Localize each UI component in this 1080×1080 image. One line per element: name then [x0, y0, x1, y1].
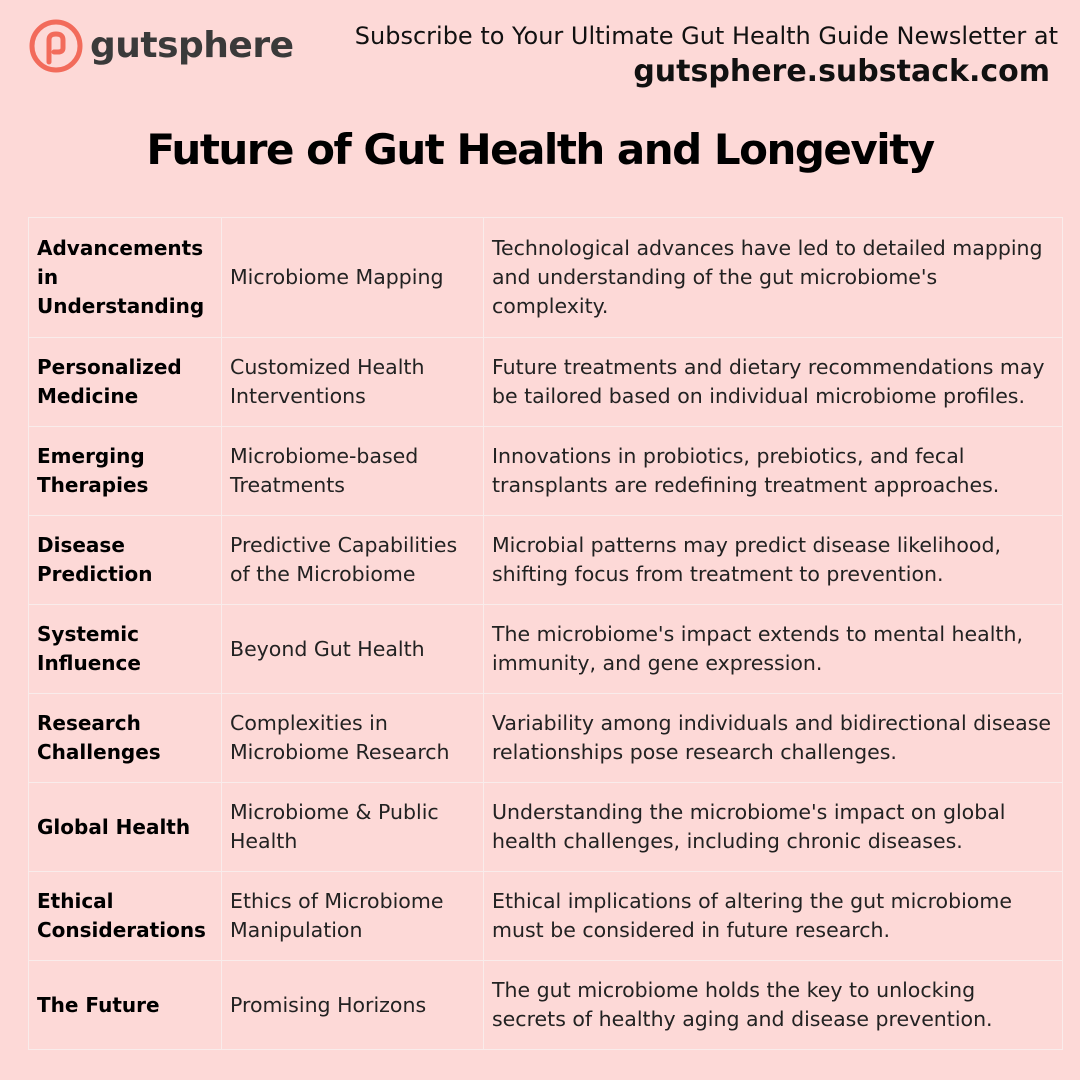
row-category: Systemic Influence	[29, 605, 222, 694]
table-row	[29, 338, 1063, 427]
row-category: Personalized Medicine	[29, 338, 222, 427]
row-description: Microbial patterns may predict disease likelihood, shifting focus from treatment to prevention.	[484, 516, 1063, 605]
row-category: Research Challenges	[29, 694, 222, 783]
row-category: Emerging Therapies	[29, 427, 222, 516]
table-row	[29, 694, 1063, 783]
row-description: Ethical implications of altering the gut microbiome must be considered in future research.	[484, 872, 1063, 961]
row-category: Global Health	[29, 783, 222, 872]
table-row	[29, 516, 1063, 605]
row-topic: Beyond Gut Health	[222, 605, 484, 694]
row-category: The Future	[29, 961, 222, 1050]
brand-logo	[28, 18, 294, 74]
subscribe-text: Subscribe to Your Ultimate Gut Health Guide Newsletter at	[354, 22, 1058, 50]
table-row	[29, 605, 1063, 694]
row-topic: Microbiome & Public Health	[222, 783, 484, 872]
row-category: Ethical Considerations	[29, 872, 222, 961]
table-row	[29, 427, 1063, 516]
table-row	[29, 872, 1063, 961]
row-topic: Microbiome-based Treatments	[222, 427, 484, 516]
table-row	[29, 961, 1063, 1050]
row-description: Innovations in probiotics, prebiotics, and fecal transplants are redefining treatment approaches.	[484, 427, 1063, 516]
row-description: Understanding the microbiome's impact on global health challenges, including chronic diseases.	[484, 783, 1063, 872]
subscribe-banner	[355, 18, 1058, 90]
row-topic: Complexities in Microbiome Research	[222, 694, 484, 783]
gutsphere-logo-icon	[28, 18, 84, 74]
row-description: Variability among individuals and bidirectional disease relationships pose research challenges.	[484, 694, 1063, 783]
row-description: Future treatments and dietary recommendations may be tailored based on individual microbiome profiles.	[484, 338, 1063, 427]
row-description: The microbiome's impact extends to mental health, immunity, and gene expression.	[484, 605, 1063, 694]
row-category: Advancements in Understanding	[29, 218, 222, 338]
brand-name: gutsphere	[90, 25, 294, 66]
newsletter-link[interactable]: gutsphere.substack.com	[633, 54, 1050, 89]
row-category: Disease Prediction	[29, 516, 222, 605]
table-row	[29, 783, 1063, 872]
row-topic: Predictive Capabilities of the Microbiome	[222, 516, 484, 605]
table-row	[29, 218, 1063, 338]
row-description: The gut microbiome holds the key to unlocking secrets of healthy aging and disease prevention.	[484, 961, 1063, 1050]
gut-health-table	[28, 217, 1063, 1050]
row-topic: Microbiome Mapping	[222, 218, 484, 338]
row-topic: Ethics of Microbiome Manipulation	[222, 872, 484, 961]
row-topic: Customized Health Interventions	[222, 338, 484, 427]
row-description: Technological advances have led to detailed mapping and understanding of the gut microbiome's complexity.	[484, 218, 1063, 338]
page-title: Future of Gut Health and Longevity	[146, 125, 934, 174]
row-topic: Promising Horizons	[222, 961, 484, 1050]
